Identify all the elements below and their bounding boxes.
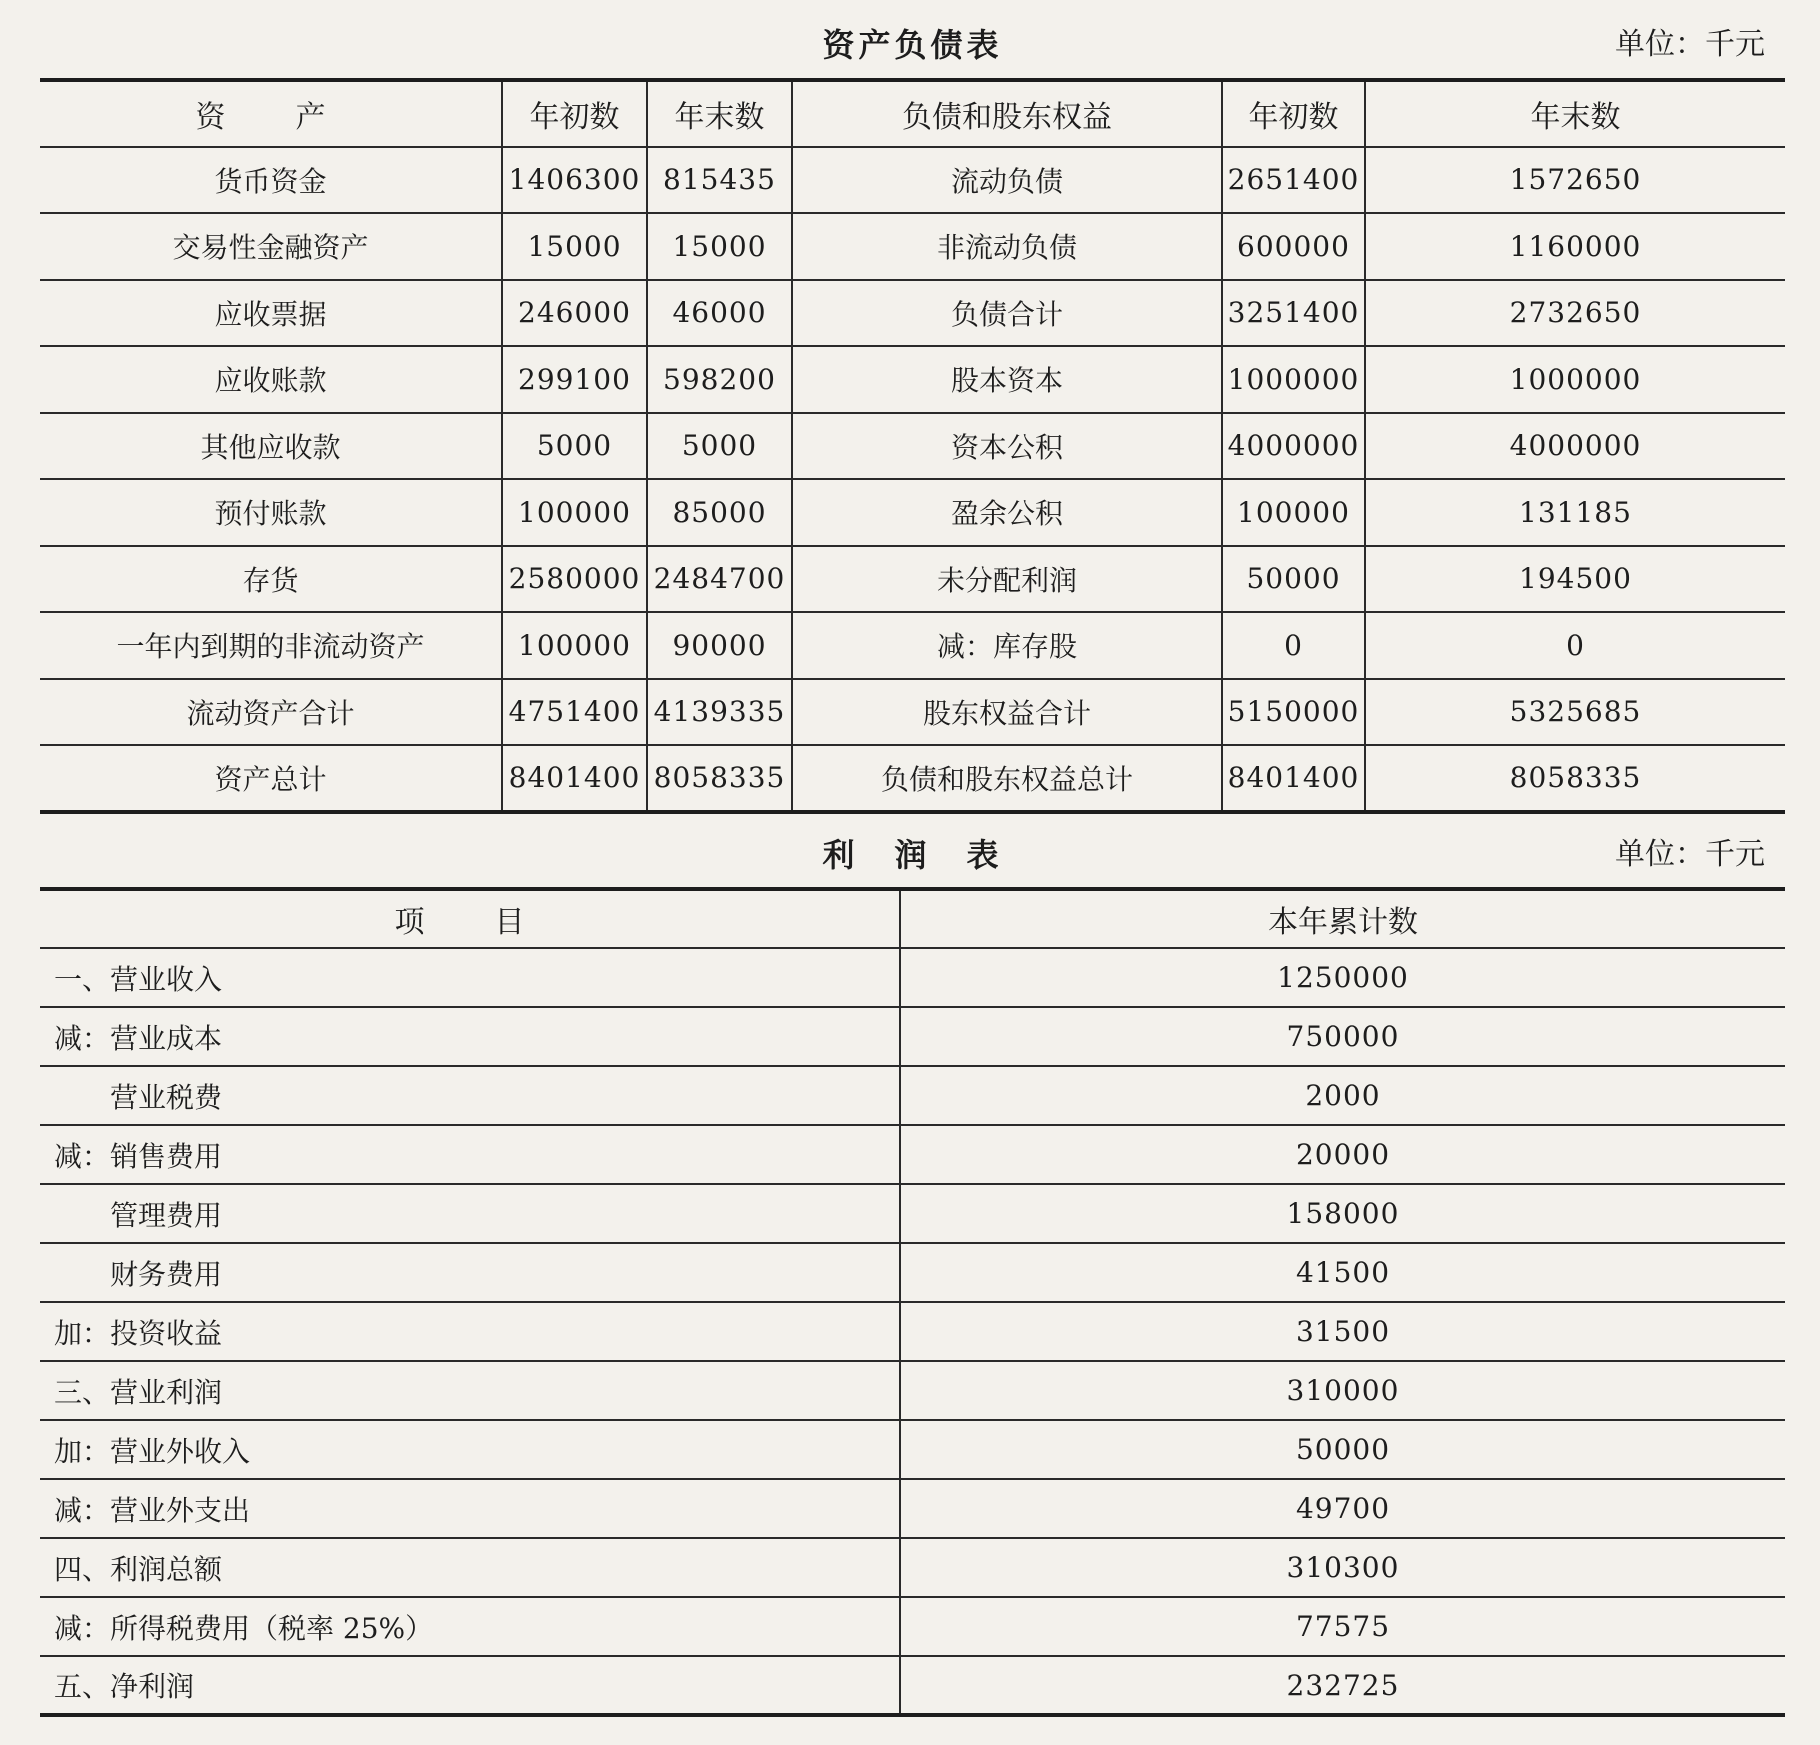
liability-end: 1160000 (1365, 213, 1785, 280)
liability-begin: 0 (1222, 612, 1365, 679)
asset-name: 流动资产合计 (40, 679, 502, 746)
header-assets-begin: 年初数 (502, 80, 647, 147)
liability-end: 4000000 (1365, 413, 1785, 480)
table-row (40, 1125, 1785, 1184)
asset-name: 交易性金融资产 (40, 213, 502, 280)
asset-begin: 299100 (502, 346, 647, 413)
liability-begin: 1000000 (1222, 346, 1365, 413)
liability-end: 1572650 (1365, 147, 1785, 214)
item-value: 2000 (900, 1066, 1785, 1125)
header-liab-begin: 年初数 (1222, 80, 1365, 147)
liability-name: 流动负债 (792, 147, 1222, 214)
item-label: 财务费用 (40, 1243, 900, 1302)
table-row (40, 679, 1785, 746)
liability-name: 盈余公积 (792, 479, 1222, 546)
item-label: 加：投资收益 (40, 1302, 900, 1361)
table-row (40, 1420, 1785, 1479)
balance-sheet-unit: 单位：千元 (1615, 27, 1765, 62)
item-label: 营业税费 (40, 1066, 900, 1125)
item-value: 158000 (900, 1184, 1785, 1243)
liability-name: 资本公积 (792, 413, 1222, 480)
item-label: 四、利润总额 (40, 1538, 900, 1597)
liability-name: 负债合计 (792, 280, 1222, 347)
asset-name: 货币资金 (40, 147, 502, 214)
balance-sheet-header-row (40, 80, 1785, 147)
asset-begin: 1406300 (502, 147, 647, 214)
asset-begin: 100000 (502, 612, 647, 679)
item-value: 20000 (900, 1125, 1785, 1184)
liability-begin: 2651400 (1222, 147, 1365, 214)
asset-begin: 8401400 (502, 745, 647, 812)
item-label: 加：营业外收入 (40, 1420, 900, 1479)
asset-name: 资产总计 (214, 762, 327, 796)
table-row (40, 346, 1785, 413)
table-row (40, 479, 1785, 546)
liability-begin: 5150000 (1222, 679, 1365, 746)
balance-sheet-table (40, 78, 1785, 814)
liability-begin: 3251400 (1222, 280, 1365, 347)
item-value: 750000 (900, 1007, 1785, 1066)
header-assets: 资 产 (40, 80, 502, 147)
table-row (40, 745, 1785, 812)
item-value: 77575 (900, 1597, 1785, 1656)
asset-end: 598200 (647, 346, 792, 413)
asset-end: 2484700 (647, 546, 792, 613)
liability-name: 负债和股东权益总计 (880, 762, 1133, 796)
item-value: 41500 (900, 1243, 1785, 1302)
income-statement-title: 利 润 表 (822, 836, 1003, 874)
table-row (40, 1479, 1785, 1538)
asset-end: 4139335 (647, 679, 792, 746)
table-row (40, 1538, 1785, 1597)
table-row (40, 1597, 1785, 1656)
item-value: 31500 (900, 1302, 1785, 1361)
item-value: 1250000 (900, 948, 1785, 1007)
asset-name: 存货 (40, 546, 502, 613)
table-row (40, 1066, 1785, 1125)
liability-end: 2732650 (1365, 280, 1785, 347)
balance-sheet-header (40, 10, 1785, 80)
item-label: 管理费用 (40, 1184, 900, 1243)
income-statement-table (40, 887, 1785, 1717)
item-value: 50000 (900, 1420, 1785, 1479)
item-label: 减：销售费用 (40, 1125, 900, 1184)
income-header-row (40, 889, 1785, 948)
asset-begin: 246000 (502, 280, 647, 347)
asset-name: 应收票据 (40, 280, 502, 347)
item-label: 五、净利润 (40, 1656, 900, 1715)
item-label: 减：所得税费用（税率 25%） (40, 1597, 900, 1656)
item-label: 一、营业收入 (40, 948, 900, 1007)
header-liabilities: 负债和股东权益 (792, 80, 1222, 147)
liability-name: 股本资本 (792, 346, 1222, 413)
income-statement-header (40, 820, 1785, 890)
liability-begin: 100000 (1222, 479, 1365, 546)
asset-name: 应收账款 (40, 346, 502, 413)
table-row (40, 1243, 1785, 1302)
liability-name: 非流动负债 (792, 213, 1222, 280)
asset-begin: 5000 (502, 413, 647, 480)
liability-begin: 50000 (1222, 546, 1365, 613)
asset-end: 8058335 (647, 745, 792, 812)
asset-name: 预付账款 (40, 479, 502, 546)
liability-end: 131185 (1365, 479, 1785, 546)
asset-name: 一年内到期的非流动资产 (40, 612, 502, 679)
item-value: 232725 (1286, 1668, 1400, 1702)
item-value: 310000 (900, 1361, 1785, 1420)
liability-begin: 600000 (1222, 213, 1365, 280)
liability-end: 194500 (1365, 546, 1785, 613)
header-liab-end: 年末数 (1365, 80, 1785, 147)
asset-end: 815435 (647, 147, 792, 214)
asset-begin: 4751400 (502, 679, 647, 746)
table-row (40, 1184, 1785, 1243)
header-assets-end: 年末数 (647, 80, 792, 147)
asset-begin: 2580000 (502, 546, 647, 613)
item-label: 减：营业成本 (40, 1007, 900, 1066)
liability-name: 未分配利润 (792, 546, 1222, 613)
asset-begin: 100000 (502, 479, 647, 546)
header-item: 项 目 (40, 889, 900, 948)
asset-end: 46000 (647, 280, 792, 347)
liability-begin: 4000000 (1222, 413, 1365, 480)
liability-begin: 8401400 (1222, 745, 1365, 812)
liability-name: 股东权益合计 (792, 679, 1222, 746)
item-label: 三、营业利润 (40, 1361, 900, 1420)
asset-end: 90000 (647, 612, 792, 679)
item-value: 49700 (900, 1479, 1785, 1538)
table-row (40, 1007, 1785, 1066)
item-label: 减：营业外支出 (40, 1479, 900, 1538)
header-ytd: 本年累计数 (900, 889, 1785, 948)
table-row (40, 1361, 1785, 1420)
asset-end: 5000 (647, 413, 792, 480)
asset-begin: 15000 (502, 213, 647, 280)
table-row (40, 1302, 1785, 1361)
liability-end: 1000000 (1365, 346, 1785, 413)
liability-name: 减：库存股 (792, 612, 1222, 679)
table-row (40, 948, 1785, 1007)
liability-end: 8058335 (1365, 745, 1785, 812)
table-row (40, 147, 1785, 214)
asset-end: 15000 (647, 213, 792, 280)
table-row (40, 612, 1785, 679)
asset-end: 85000 (647, 479, 792, 546)
table-row (40, 213, 1785, 280)
item-value: 310300 (900, 1538, 1785, 1597)
liability-end: 5325685 (1365, 679, 1785, 746)
liability-end: 0 (1365, 612, 1785, 679)
table-row (40, 413, 1785, 480)
asset-name: 其他应收款 (40, 413, 502, 480)
table-row (40, 546, 1785, 613)
income-statement-unit: 单位：千元 (1615, 837, 1765, 872)
table-row (40, 280, 1785, 347)
balance-sheet-title: 资产负债表 (822, 26, 1003, 64)
table-row (40, 1656, 1785, 1715)
